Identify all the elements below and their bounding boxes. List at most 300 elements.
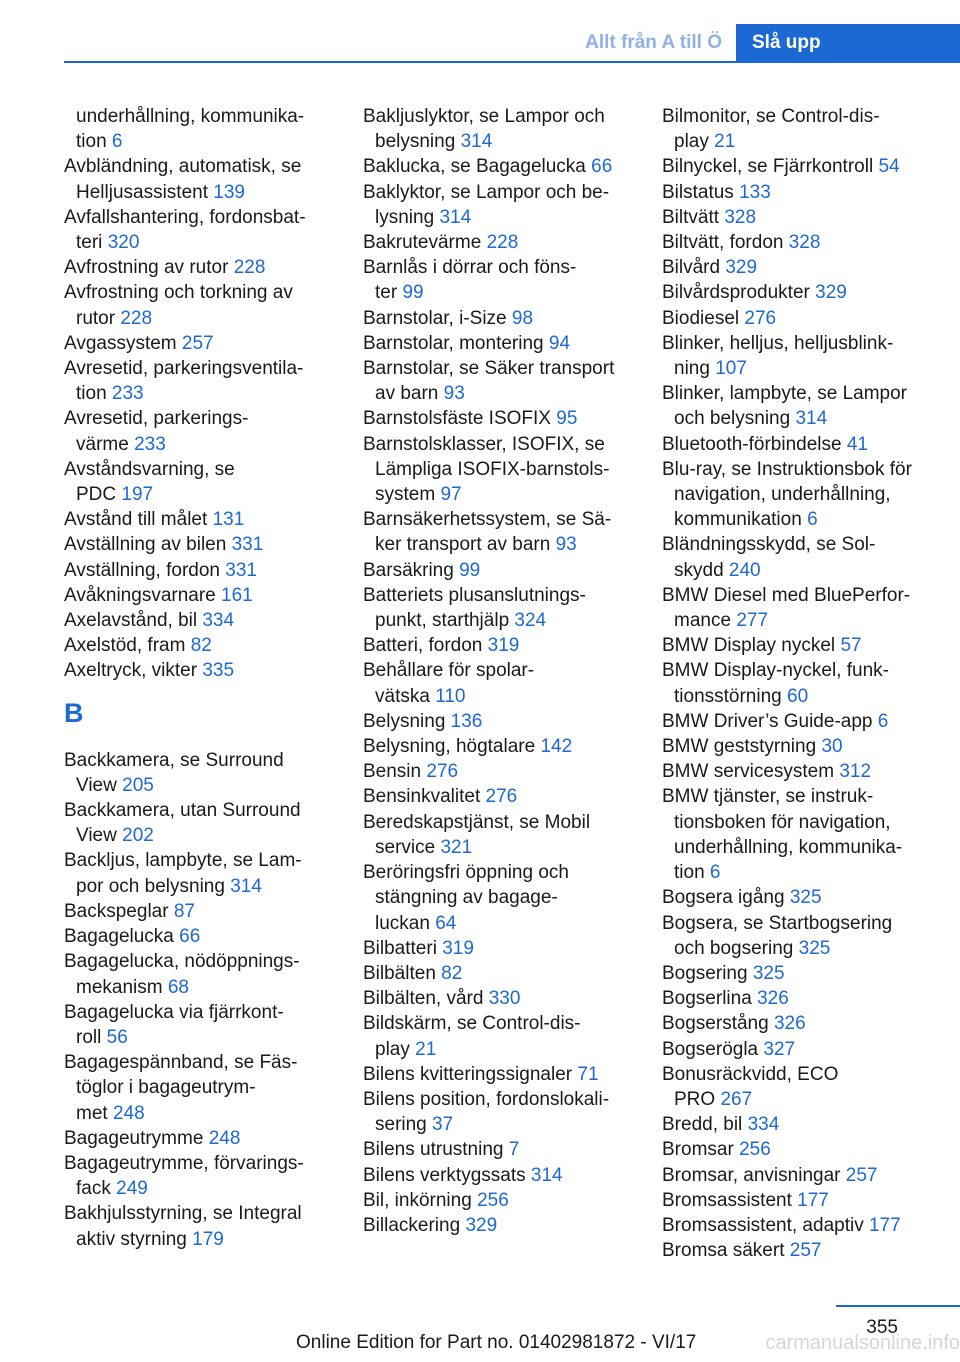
entry-term: Bilbälten, vård	[363, 988, 484, 1010]
page-link[interactable]: 56	[106, 1026, 128, 1048]
page-link[interactable]: 30	[821, 736, 843, 758]
index-entry	[662, 457, 942, 482]
index-entry	[662, 709, 942, 734]
entry-term: BMW Display-nyckel, funk-	[662, 660, 889, 682]
entry-term: View	[76, 774, 117, 796]
index-entry	[363, 356, 633, 381]
index-entry	[363, 835, 633, 860]
index-entry	[363, 1087, 633, 1112]
index-entry	[64, 482, 334, 507]
page-link[interactable]: 95	[556, 408, 578, 430]
page-link[interactable]: 276	[426, 761, 459, 783]
page-link[interactable]: 228	[233, 257, 266, 279]
index-entry	[363, 633, 633, 658]
page-link[interactable]: 177	[868, 1214, 901, 1236]
index-entry	[363, 306, 633, 331]
index-entry	[64, 748, 334, 773]
entry-term: Batteri, fordon	[363, 635, 483, 657]
page-link[interactable]: 240	[728, 559, 761, 581]
page-link[interactable]: 66	[179, 926, 201, 948]
entry-term: Bogsera igång	[662, 887, 785, 909]
index-entry	[64, 356, 334, 381]
page-link[interactable]: 256	[739, 1139, 771, 1161]
page-link[interactable]: 326	[757, 988, 789, 1010]
page-link[interactable]: 319	[442, 937, 474, 959]
page-link[interactable]: 21	[415, 1038, 437, 1060]
entry-term: Avbländning, automatisk, se	[64, 156, 302, 178]
index-entry	[662, 1087, 942, 1112]
entry-term: Bogserögla	[662, 1038, 759, 1060]
entry-term: rutor	[76, 307, 116, 329]
index-entry	[64, 924, 334, 949]
entry-term: Bogsera, se Startbogsering	[662, 912, 893, 934]
entry-term: Bromsar, anvisningar	[662, 1164, 841, 1186]
entry-term: Bromsassistent, adaptiv	[662, 1214, 864, 1236]
index-entry	[64, 975, 334, 1000]
index-entry	[363, 1011, 633, 1036]
index-entry	[662, 911, 942, 936]
entry-term: Bländningsskydd, se Sol-	[662, 534, 876, 556]
page-link[interactable]: 312	[839, 761, 872, 783]
index-entry	[363, 608, 633, 633]
page-link[interactable]: 276	[485, 786, 518, 808]
entry-term: Avfrostning och torkning av	[64, 282, 293, 304]
entry-term: Bogsering	[662, 962, 748, 984]
page-link[interactable]: 6	[877, 710, 889, 732]
entry-term: kommunikation	[674, 509, 802, 531]
entry-term: Bildskärm, se Control-dis-	[363, 1013, 581, 1035]
index-entry	[662, 482, 942, 507]
index-entry	[64, 255, 334, 280]
entry-term: Blu-ray, se Instruktionsbok för	[662, 458, 912, 480]
entry-term: play	[674, 131, 709, 153]
entry-term: BMW Display nyckel	[662, 635, 836, 657]
entry-term: Avställning av bilen	[64, 534, 227, 556]
index-entry	[64, 848, 334, 873]
page-link[interactable]: 98	[511, 307, 534, 329]
entry-term: Bogserstång	[662, 1013, 769, 1035]
page-link[interactable]: 177	[797, 1189, 829, 1211]
page-link[interactable]: 82	[190, 635, 212, 657]
entry-term: och belysning	[674, 408, 791, 430]
entry-term: skydd	[674, 559, 724, 581]
page-link[interactable]: 41	[846, 433, 868, 455]
entry-term: Bakhjulsstyrning, se Integral	[64, 1203, 302, 1225]
entry-term: ning	[674, 358, 710, 380]
entry-term: BMW Diesel med BluePerfor-	[662, 584, 911, 606]
page-link[interactable]: 330	[488, 988, 521, 1010]
index-entry	[662, 936, 942, 961]
index-entry	[662, 104, 942, 129]
page-link[interactable]: 71	[577, 1063, 599, 1085]
entry-term: Bilstatus	[662, 181, 734, 203]
entry-term: Bilmonitor, se Control-dis-	[662, 106, 880, 127]
page-link[interactable]: 205	[122, 774, 154, 796]
entry-term: tion	[76, 383, 107, 405]
index-entry	[662, 784, 942, 809]
page-link[interactable]: 161	[221, 584, 253, 606]
index-entry	[363, 986, 633, 1011]
index-entry	[64, 306, 334, 331]
header-divider	[64, 61, 960, 63]
page-link[interactable]: 97	[440, 484, 462, 506]
index-entry	[662, 1011, 942, 1036]
entry-term: Belysning, högtalare	[363, 736, 536, 758]
page-link[interactable]: 277	[736, 610, 769, 632]
index-entry	[662, 356, 942, 381]
index-entry	[363, 205, 633, 230]
page-link[interactable]: 319	[487, 635, 520, 657]
index-entry	[363, 1213, 633, 1238]
entry-term: och bogsering	[674, 937, 794, 959]
index-entry	[363, 1112, 633, 1137]
index-entry	[662, 381, 942, 406]
entry-term: Bagagespännband, se Fäs-	[64, 1052, 298, 1074]
entry-term: ter	[375, 282, 398, 304]
page-link[interactable]: 248	[112, 1102, 145, 1124]
index-entry	[363, 1137, 633, 1162]
entry-term: Bilnyckel, se Fjärrkontroll	[662, 156, 874, 178]
index-entry	[64, 104, 334, 129]
index-entry	[64, 633, 334, 658]
entry-term: Barnstolsfäste ISOFIX	[363, 408, 551, 430]
index-entry	[64, 154, 334, 179]
entry-term: Bilbatteri	[363, 937, 437, 959]
entry-term: PRO	[674, 1088, 716, 1110]
page-link[interactable]: 233	[111, 383, 144, 405]
page-link[interactable]: 331	[231, 534, 264, 556]
index-entry	[662, 684, 942, 709]
index-entry	[662, 154, 942, 179]
index-entry	[64, 608, 334, 633]
index-entry	[662, 1188, 942, 1213]
entry-term: Bilens verktygssats	[363, 1164, 526, 1186]
entry-term: Avställning, fordon	[64, 559, 220, 581]
index-entry	[363, 129, 633, 154]
entry-term: Beröringsfri öppning och	[363, 862, 569, 884]
page-link[interactable]: 326	[773, 1013, 806, 1035]
page-header	[0, 0, 960, 62]
entry-term: Axeltryck, vikter	[64, 660, 198, 682]
entry-term: Biodiesel	[662, 307, 740, 329]
page-link[interactable]: 257	[181, 332, 214, 354]
entry-term: mance	[674, 610, 732, 632]
entry-term: tion	[76, 131, 107, 153]
page-link[interactable]: 324	[514, 610, 547, 632]
section-tab[interactable]: Allt från A till Ö	[585, 32, 722, 53]
page-link[interactable]: 60	[787, 685, 809, 707]
page-link[interactable]: 257	[789, 1240, 822, 1262]
index-entry	[64, 1201, 334, 1226]
page-link[interactable]: 99	[402, 282, 424, 304]
entry-term: Barnsäkerhetssystem, se Sä-	[363, 509, 612, 531]
entry-term: View	[76, 825, 117, 847]
index-entry	[662, 532, 942, 557]
entry-term: töglor i bagageutrym-	[76, 1077, 256, 1099]
page-link[interactable]: 256	[477, 1189, 509, 1211]
page-link[interactable]: 328	[724, 206, 757, 228]
page-link[interactable]: 197	[121, 484, 154, 506]
entry-term: Bilvårdsprodukter	[662, 282, 810, 304]
page-link[interactable]: 133	[739, 181, 771, 203]
index-entry	[662, 658, 942, 683]
index-entry	[662, 280, 942, 305]
page-link[interactable]: 87	[173, 900, 195, 922]
page-link[interactable]: 267	[720, 1088, 753, 1110]
entry-term: Bilens kvitteringssignaler	[363, 1063, 573, 1085]
page-link[interactable]: 331	[225, 559, 257, 581]
index-entry	[662, 608, 942, 633]
index-entry	[662, 1137, 942, 1162]
index-entry	[64, 823, 334, 848]
entry-term: Avståndsvarning, se	[64, 458, 235, 480]
entry-term: Bluetooth-förbindelse	[662, 433, 842, 455]
entry-term: por och belysning	[76, 875, 225, 897]
footer-divider	[836, 1305, 960, 1307]
page-link[interactable]: 6	[709, 862, 721, 884]
page-link[interactable]: 54	[878, 156, 900, 178]
index-entry	[64, 1075, 334, 1100]
index-entry	[64, 1000, 334, 1025]
index-entry	[662, 759, 942, 784]
page-link[interactable]: 325	[798, 937, 831, 959]
index-entry	[662, 432, 942, 457]
entry-term: navigation, underhållning,	[674, 484, 891, 506]
entry-term: Backkamera, utan Surround	[64, 800, 301, 822]
entry-term: belysning	[375, 131, 456, 153]
page-link[interactable]: 82	[441, 962, 463, 984]
index-entry	[662, 734, 942, 759]
page-link[interactable]: 327	[763, 1038, 796, 1060]
index-entry	[64, 874, 334, 899]
index-entry	[363, 810, 633, 835]
index-entry	[64, 205, 334, 230]
entry-term: Beredskapstjänst, se Mobil	[363, 811, 591, 833]
index-entry	[64, 1227, 334, 1252]
index-entry	[662, 860, 942, 885]
entry-term: Barsäkring	[363, 559, 454, 581]
entry-term: Avfrostning av rutor	[64, 257, 229, 279]
entry-term: Barnlås i dörrar och föns-	[363, 257, 577, 279]
page-link[interactable]: 257	[845, 1164, 878, 1186]
index-entry	[363, 1188, 633, 1213]
index-entry	[64, 658, 334, 683]
index-column-3	[662, 104, 942, 1263]
entry-term: system	[375, 484, 436, 506]
page-link[interactable]: 37	[432, 1114, 454, 1136]
page-link[interactable]: 136	[450, 710, 483, 732]
index-entry	[64, 899, 334, 924]
entry-term: Billackering	[363, 1214, 461, 1236]
entry-term: BMW Driver’s Guide-app	[662, 710, 873, 732]
page-link[interactable]: 66	[591, 156, 613, 178]
index-entry	[363, 583, 633, 608]
index-entry	[64, 1050, 334, 1075]
page-link[interactable]: 99	[459, 559, 481, 581]
index-entry	[64, 432, 334, 457]
entry-term: stängning av bagage-	[375, 887, 558, 909]
page-link[interactable]: 276	[744, 307, 777, 329]
page-link[interactable]: 68	[167, 976, 189, 998]
entry-term: Bagagelucka	[64, 926, 174, 948]
page-link[interactable]: 314	[230, 875, 262, 897]
page-link[interactable]: 325	[789, 887, 822, 909]
page-link[interactable]: 93	[443, 383, 465, 405]
index-entry	[64, 507, 334, 532]
entry-term: Bromsa säkert	[662, 1240, 785, 1262]
entry-term: BMW tjänster, se instruk-	[662, 786, 874, 808]
page-link[interactable]: 314	[439, 206, 472, 228]
page-link[interactable]: 334	[747, 1114, 780, 1136]
entry-term: mekanism	[76, 976, 163, 998]
entry-term: BMW servicesystem	[662, 761, 835, 783]
entry-term: Avgassystem	[64, 332, 177, 354]
page-link[interactable]: 334	[202, 610, 235, 632]
entry-term: Axelstöd, fram	[64, 635, 186, 657]
index-entry	[662, 331, 942, 356]
index-entry	[662, 180, 942, 205]
entry-term: Belysning	[363, 710, 446, 732]
entry-term: Bagageutrymme	[64, 1127, 204, 1149]
index-entry	[363, 532, 633, 557]
entry-term: Bakrutevärme	[363, 232, 482, 254]
page-link[interactable]: 314	[460, 131, 493, 153]
page-link[interactable]: 142	[540, 736, 573, 758]
index-entry	[363, 1037, 633, 1062]
entry-term: Barnstolar, montering	[363, 332, 544, 354]
entry-term: Bilbälten	[363, 962, 436, 984]
page-link[interactable]: 94	[548, 332, 571, 354]
index-entry	[363, 759, 633, 784]
entry-term: aktiv styrning	[76, 1228, 187, 1250]
index-entry	[363, 482, 633, 507]
entry-term: Blinker, lampbyte, se Lampor	[662, 383, 908, 405]
entry-term: lysning	[375, 206, 435, 228]
page-link[interactable]: 233	[134, 433, 166, 455]
entry-term: Helljusassistent	[76, 181, 208, 203]
page-link[interactable]: 21	[714, 131, 736, 153]
page-link[interactable]: 325	[752, 962, 785, 984]
entry-term: BMW geststyrning	[662, 736, 817, 758]
page-link[interactable]: 107	[715, 358, 747, 380]
index-entry	[662, 406, 942, 431]
page-link[interactable]: 110	[435, 685, 466, 707]
index-entry	[64, 1176, 334, 1201]
index-entry	[64, 583, 334, 608]
entry-term: Bagagelucka via fjärrkont-	[64, 1001, 284, 1023]
index-entry	[363, 709, 633, 734]
index-entry	[363, 784, 633, 809]
index-entry	[662, 1163, 942, 1188]
index-entry	[662, 1213, 942, 1238]
index-entry	[662, 1062, 942, 1087]
index-entry	[662, 1238, 942, 1263]
index-entry	[662, 129, 942, 154]
entry-term: Barnstolar, i-Size	[363, 307, 507, 329]
page-link[interactable]: 139	[213, 181, 245, 203]
page-link[interactable]: 202	[122, 825, 154, 847]
index-column-2	[363, 104, 633, 1238]
page-link[interactable]: 248	[208, 1127, 241, 1149]
entry-term: Bagageutrymme, förvarings-	[64, 1152, 304, 1174]
page-link[interactable]: 228	[486, 232, 519, 254]
index-entry	[64, 406, 334, 431]
page-link[interactable]: 314	[530, 1164, 563, 1186]
entry-term: Lämpliga ISOFIX-barnstols-	[375, 458, 610, 480]
index-entry	[363, 860, 633, 885]
page-link[interactable]: 321	[440, 836, 473, 858]
index-entry	[662, 885, 942, 910]
page-link[interactable]: 93	[555, 534, 577, 556]
index-entry	[64, 1101, 334, 1126]
index-entry	[662, 507, 942, 532]
page-link[interactable]: 6	[111, 131, 123, 153]
page-link[interactable]: 329	[815, 282, 847, 304]
page-link[interactable]: 335	[202, 660, 235, 682]
page-link[interactable]: 57	[840, 635, 862, 657]
entry-term: met	[76, 1102, 108, 1124]
index-entry	[363, 684, 633, 709]
index-entry	[662, 230, 942, 255]
page-link[interactable]: 329	[465, 1214, 498, 1236]
page-link[interactable]: 131	[212, 509, 245, 531]
entry-term: underhållning, kommunika-	[76, 106, 305, 127]
page-link[interactable]: 7	[508, 1139, 520, 1161]
entry-term: Bredd, bil	[662, 1114, 743, 1136]
page-link[interactable]: 314	[795, 408, 828, 430]
index-entry	[363, 331, 633, 356]
page-link[interactable]: 249	[116, 1178, 148, 1200]
index-entry	[64, 180, 334, 205]
index-entry	[363, 255, 633, 280]
entry-term: ker transport av barn	[375, 534, 551, 556]
entry-term: Axelavstånd, bil	[64, 610, 198, 632]
entry-term: Bonusräckvidd, ECO	[662, 1063, 839, 1085]
page-link[interactable]: 6	[807, 509, 818, 531]
entry-term: Batteriets plusanslutnings-	[363, 584, 586, 606]
index-entry	[64, 1025, 334, 1050]
entry-term: service	[375, 836, 436, 858]
section-letter: B	[64, 697, 84, 728]
entry-term: Bilens position, fordonslokali-	[363, 1088, 610, 1110]
entry-term: punkt, starthjälp	[375, 610, 510, 632]
index-entry	[662, 835, 942, 860]
entry-term: Barnstolsklasser, ISOFIX, se	[363, 433, 605, 455]
entry-term: värme	[76, 433, 129, 455]
index-entry	[64, 381, 334, 406]
entry-term: Avresetid, parkerings-	[64, 408, 249, 430]
page-link[interactable]: 328	[788, 232, 821, 254]
index-entry	[363, 230, 633, 255]
index-entry	[363, 911, 633, 936]
page-link[interactable]: 329	[725, 257, 758, 279]
lookup-tab[interactable]: Slå upp	[736, 24, 960, 62]
index-entry	[64, 1151, 334, 1176]
entry-term: Bagagelucka, nödöppnings-	[64, 951, 300, 973]
index-entry	[363, 885, 633, 910]
entry-term: sering	[375, 1114, 427, 1136]
page-link[interactable]: 228	[120, 307, 153, 329]
entry-term: Bensin	[363, 761, 422, 783]
index-entry	[363, 154, 633, 179]
page-link[interactable]: 320	[107, 232, 140, 254]
entry-term: av barn	[375, 383, 439, 405]
index-entry	[363, 936, 633, 961]
index-entry	[363, 104, 633, 129]
page-link[interactable]: 64	[435, 912, 457, 934]
page-link[interactable]: 179	[192, 1228, 224, 1250]
entry-term: Bil, inkörning	[363, 1189, 472, 1211]
